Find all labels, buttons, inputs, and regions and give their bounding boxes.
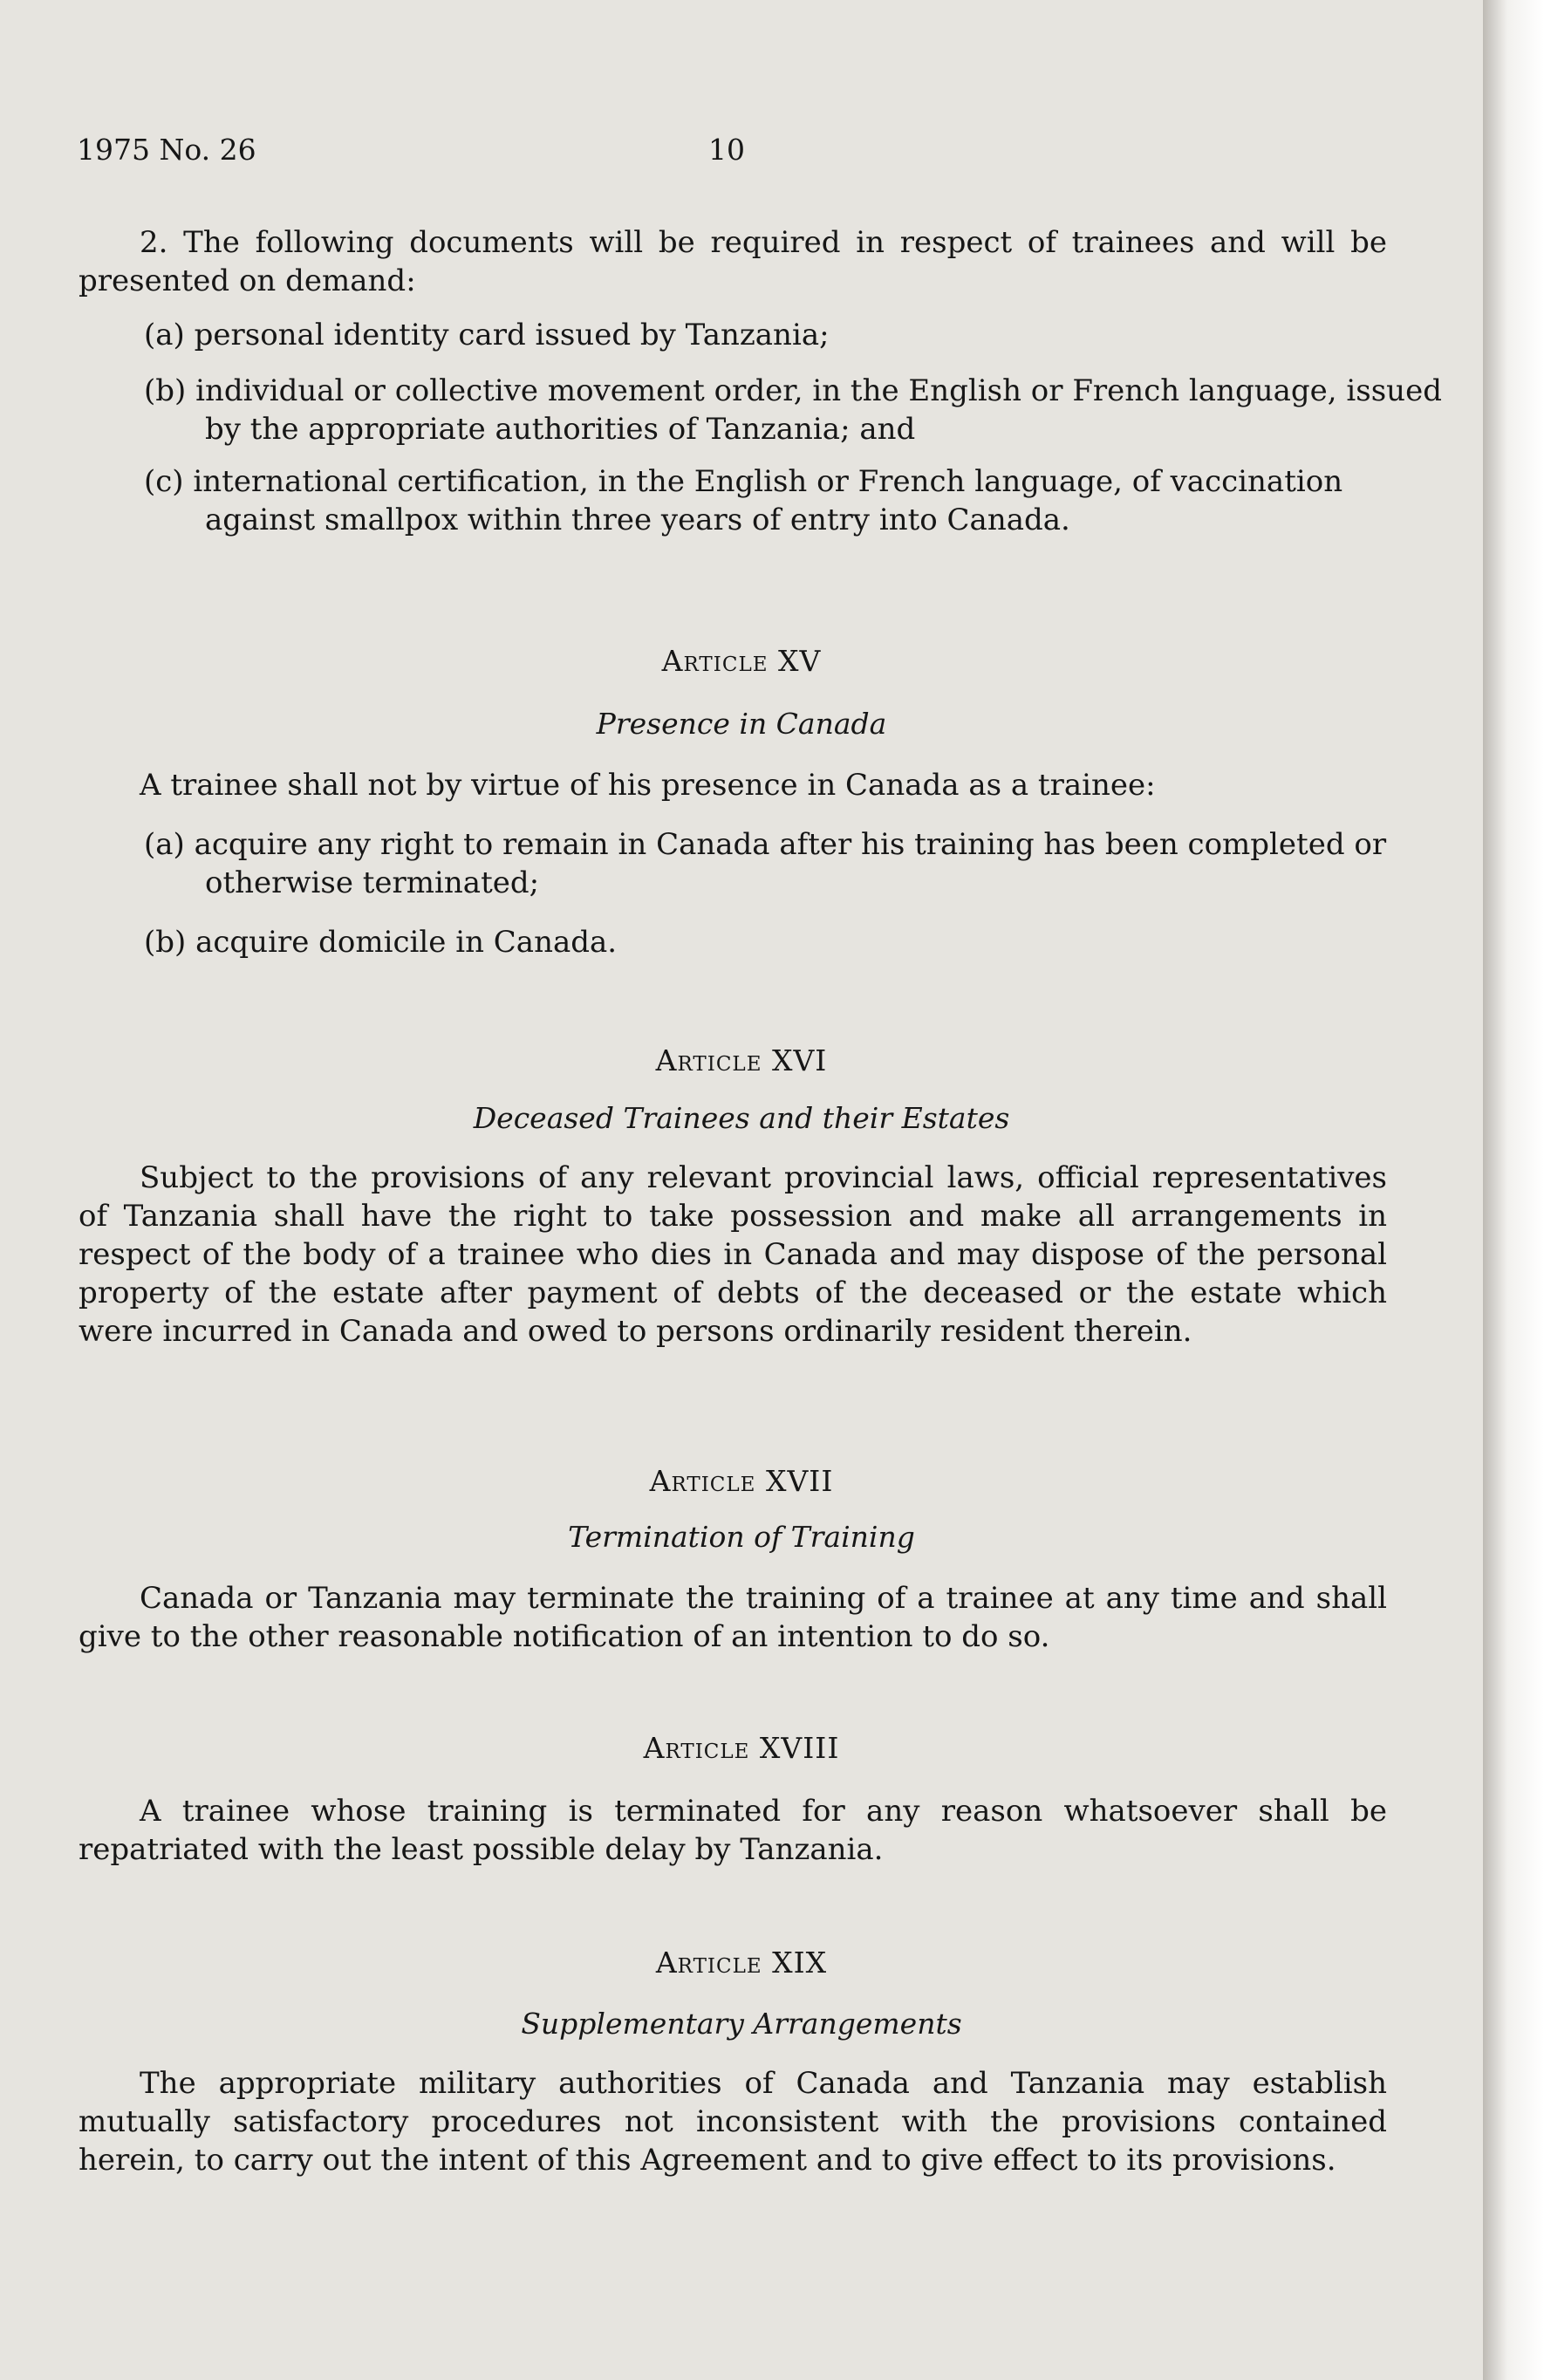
article-17-text: Canada or Tanzania may terminate the training of a trainee at any time and shall give to the other reasonable notification of an intention to do so. <box>79 1581 1387 1654</box>
article-16-title: Deceased Trainees and their Estates <box>473 1101 1010 1135</box>
article-15-heading: Article XV <box>661 644 822 678</box>
article-15-lead: A trainee shall not by virtue of his presence in Canada as a trainee: <box>140 768 1156 803</box>
article-18-heading: Article XVIII <box>643 1731 840 1765</box>
document-number: 1975 No. 26 <box>77 133 256 167</box>
section-2-intro: 2. The following documents will be required in respect of trainees and will be presented on demand: <box>79 225 1387 298</box>
article-15-item-b: (b) acquire domicile in Canada. <box>144 925 618 960</box>
article-16-text: Subject to the provisions of any relevant provincial laws, official representatives of Tanzania shall have the right to take possession and make all arrangements in respect of the body of a trainee who dies in Canada and may dispose of the personal property of the estate after payment of debts of the deceased or the estate which were incurred in Canada and owed to persons ordinarily resident therein. <box>79 1160 1387 1349</box>
document-item-a: (a) personal identity card issued by Tanzania; <box>144 318 830 352</box>
page-number: 10 <box>708 133 745 167</box>
article-19-heading: Article XIX <box>655 1946 828 1980</box>
document-item-c: (c) international certification, in the English or French language, of vaccination against smallpox within three years of entry into Canada. <box>144 464 1343 537</box>
article-17-heading: Article XVII <box>649 1464 834 1498</box>
article-17-title: Termination of Training <box>568 1520 915 1554</box>
article-19-text: The appropriate military authorities of Canada and Tanzania may establish mutually satisfactory procedures not inconsistent with the provisions contained herein, to carry out the intent of this Agreement and to give effect to its provisions. <box>79 2066 1387 2178</box>
page-edge <box>1483 0 1544 2380</box>
article-15-item-a: (a) acquire any right to remain in Canada after his training has been completed or otherwise terminated; <box>144 827 1387 900</box>
article-18-text: A trainee whose training is terminated for any reason whatsoever shall be repatriated with the least possible delay by Tanzania. <box>79 1794 1387 1867</box>
article-16-heading: Article XVI <box>655 1043 828 1077</box>
document-item-b: (b) individual or collective movement order, in the English or French language, issued by the appropriate authorities of Tanzania; and <box>144 373 1442 447</box>
article-15-title: Presence in Canada <box>596 707 887 741</box>
article-19-title: Supplementary Arrangements <box>521 2007 962 2041</box>
